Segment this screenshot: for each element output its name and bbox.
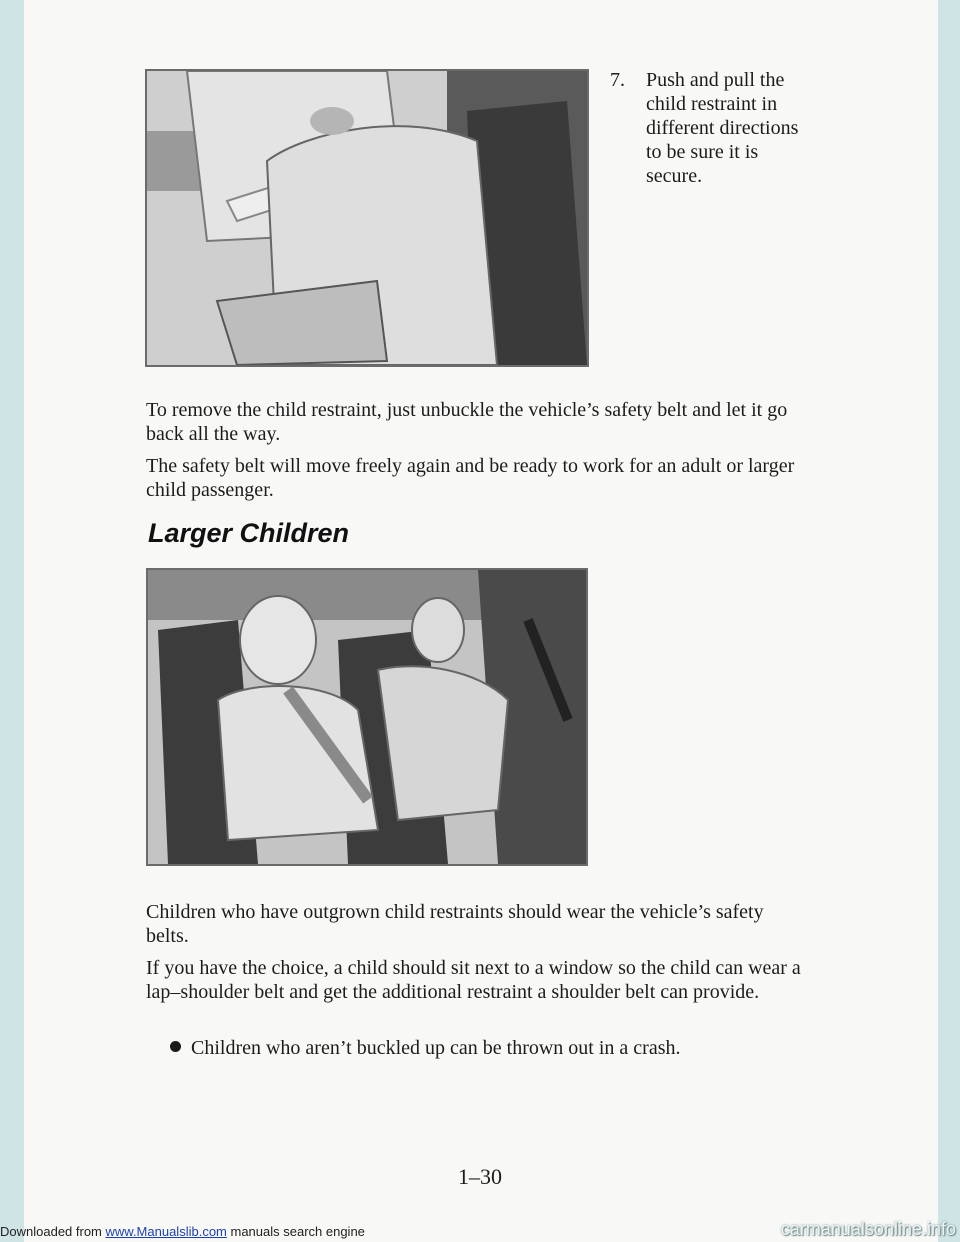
step-item: [610, 68, 810, 188]
step-number: 7.: [610, 69, 625, 91]
bullet-dot-icon: [170, 1041, 181, 1052]
window-seat-paragraph: If you have the choice, a child should sit next to a window so the child can wear a lap–shoulder belt and get the additional restraint a shoulder belt can provide.: [146, 957, 801, 1003]
manualslib-link[interactable]: www.Manualslib.com: [105, 1224, 227, 1239]
illustration-adult-securing-child-seat: [145, 69, 589, 367]
outgrown-paragraph: Children who have outgrown child restraints should wear the vehicle’s safety belts.: [146, 901, 764, 947]
bullet-text: Children who aren’t buckled up can be thrown out in a crash.: [191, 1037, 681, 1059]
step-text: Push and pull the child restraint in different directions to be sure it is secure.: [646, 69, 799, 187]
watermark-text: carmanualsonline.info: [780, 1219, 956, 1239]
belt-free-paragraph: The safety belt will move freely again and be ready to work for an adult or larger child passenger.: [146, 455, 795, 501]
remove-restraint-paragraph: To remove the child restraint, just unbuckle the vehicle’s safety belt and let it go back all the way.: [146, 399, 788, 445]
footer-prefix: Downloaded from: [0, 1224, 106, 1239]
illustration-child-wearing-safety-belt: [146, 568, 588, 866]
download-footer: [0, 1224, 365, 1239]
page-number: 1–30: [458, 1164, 502, 1189]
bullet-item: [170, 1036, 810, 1060]
section-heading: Larger Children: [148, 518, 350, 548]
footer-suffix: manuals search engine: [226, 1224, 365, 1239]
